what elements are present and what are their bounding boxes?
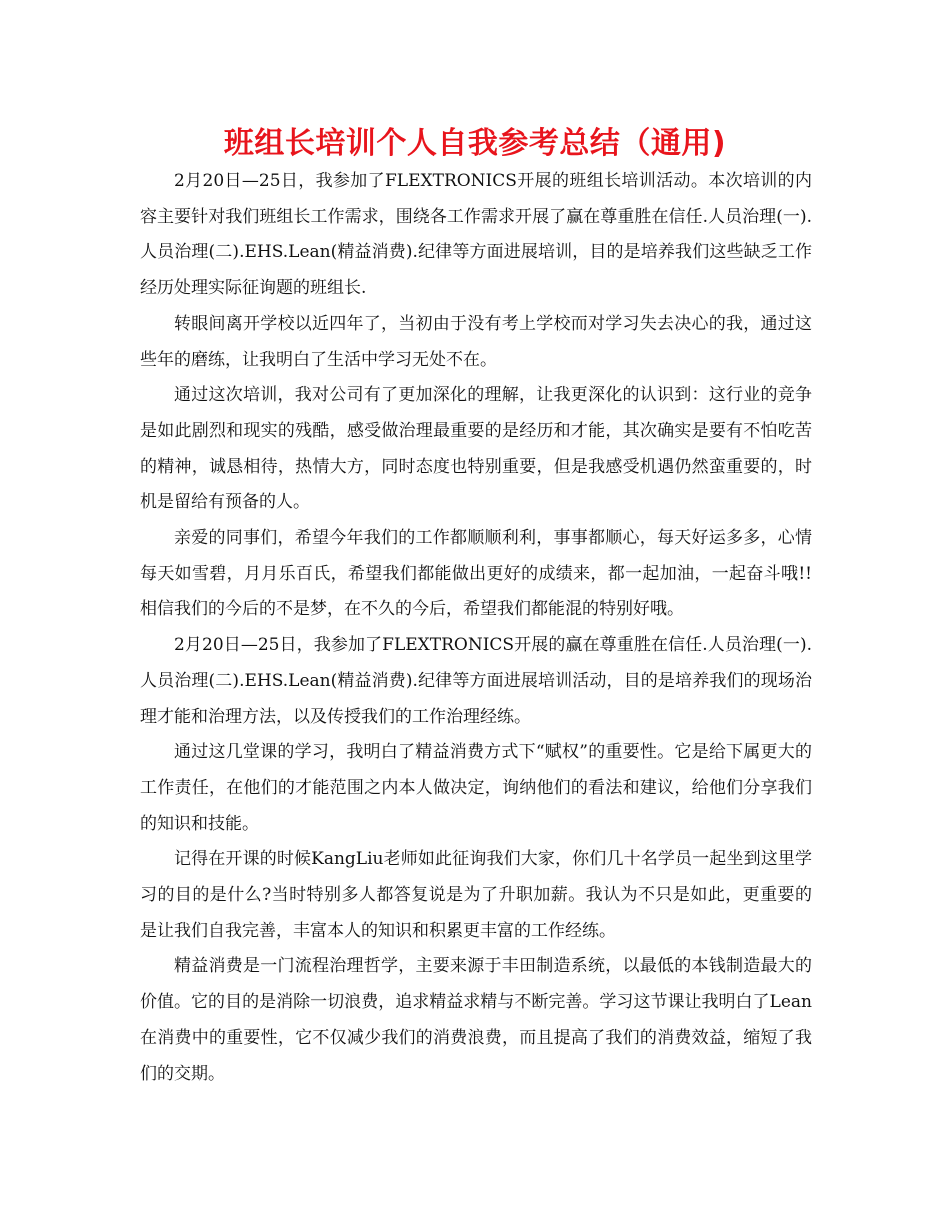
- paragraph: 2月20日—25日，我参加了FLEXTRONICS开展的赢在尊重胜在信任.人员治理(一).人员治理(二).EHS.Lean(精益消费).纪律等方面进展培训活动，目的是培养我们的现场治理才能和治理方法，以及传授我们的工作治理经练。: [140, 635, 812, 727]
- paragraph: 通过这几堂课的学习，我明白了精益消费方式下“赋权”的重要性。它是给下属更大的工作责任，在他们的才能范围之内本人做决定，询纳他们的看法和建议，给他们分享我们的知识和技能。: [140, 742, 812, 834]
- document-title: 班组长培训个人自我参考总结（通用): [223, 126, 727, 161]
- paragraph: 记得在开课的时候KangLiu老师如此征询我们大家，你们几十名学员一起坐到这里学习的目的是什么?当时特别多人都答复说是为了升职加薪。我认为不只是如此，更重要的是让我们自我完善，丰富本人的知识和积累更丰富的工作经练。: [140, 849, 812, 941]
- paragraph: 2月20日—25日，我参加了FLEXTRONICS开展的班组长培训活动。本次培训的内容主要针对我们班组长工作需求，围绕各工作需求开展了赢在尊重胜在信任.人员治理(一).人员治理(二).EHS.Lean(精益消费).纪律等方面进展培训，目的是培养我们这些缺乏工作经历处理实际征询题的班组长.: [140, 171, 812, 299]
- paragraph: 转眼间离开学校以近四年了，当初由于没有考上学校而对学习失去决心的我，通过这些年的磨练，让我明白了生活中学习无处不在。: [140, 313, 812, 370]
- paragraph: 亲爱的同事们，希望今年我们的工作都顺顺利利，事事都顺心，每天好运多多，心情每天如雪碧，月月乐百氏，希望我们都能做出更好的成绩来，都一起加油，一起奋斗哦!!相信我们的今后的不是梦，在不久的今后，希望我们都能混的特别好哦。: [140, 528, 812, 620]
- document-body: [140, 164, 812, 1092]
- paragraph: 精益消费是一门流程治理哲学，主要来源于丰田制造系统，以最低的本钱制造最大的价值。它的目的是消除一切浪费，追求精益求精与不断完善。学习这节课让我明白了Lean在消费中的重要性，它不仅减少我们的消费浪费，而且提高了我们的消费效益，缩短了我们的交期。: [140, 956, 812, 1084]
- paragraph: 通过这次培训，我对公司有了更加深化的理解，让我更深化的认识到：这行业的竞争是如此剧烈和现实的残酷，感受做治理最重要的是经历和才能，其次确实是要有不怕吃苦的精神，诚恳相待，热情大方，同时态度也特别重要，但是我感受机遇仍然蛮重要的，时机是留给有预备的人。: [140, 385, 812, 513]
